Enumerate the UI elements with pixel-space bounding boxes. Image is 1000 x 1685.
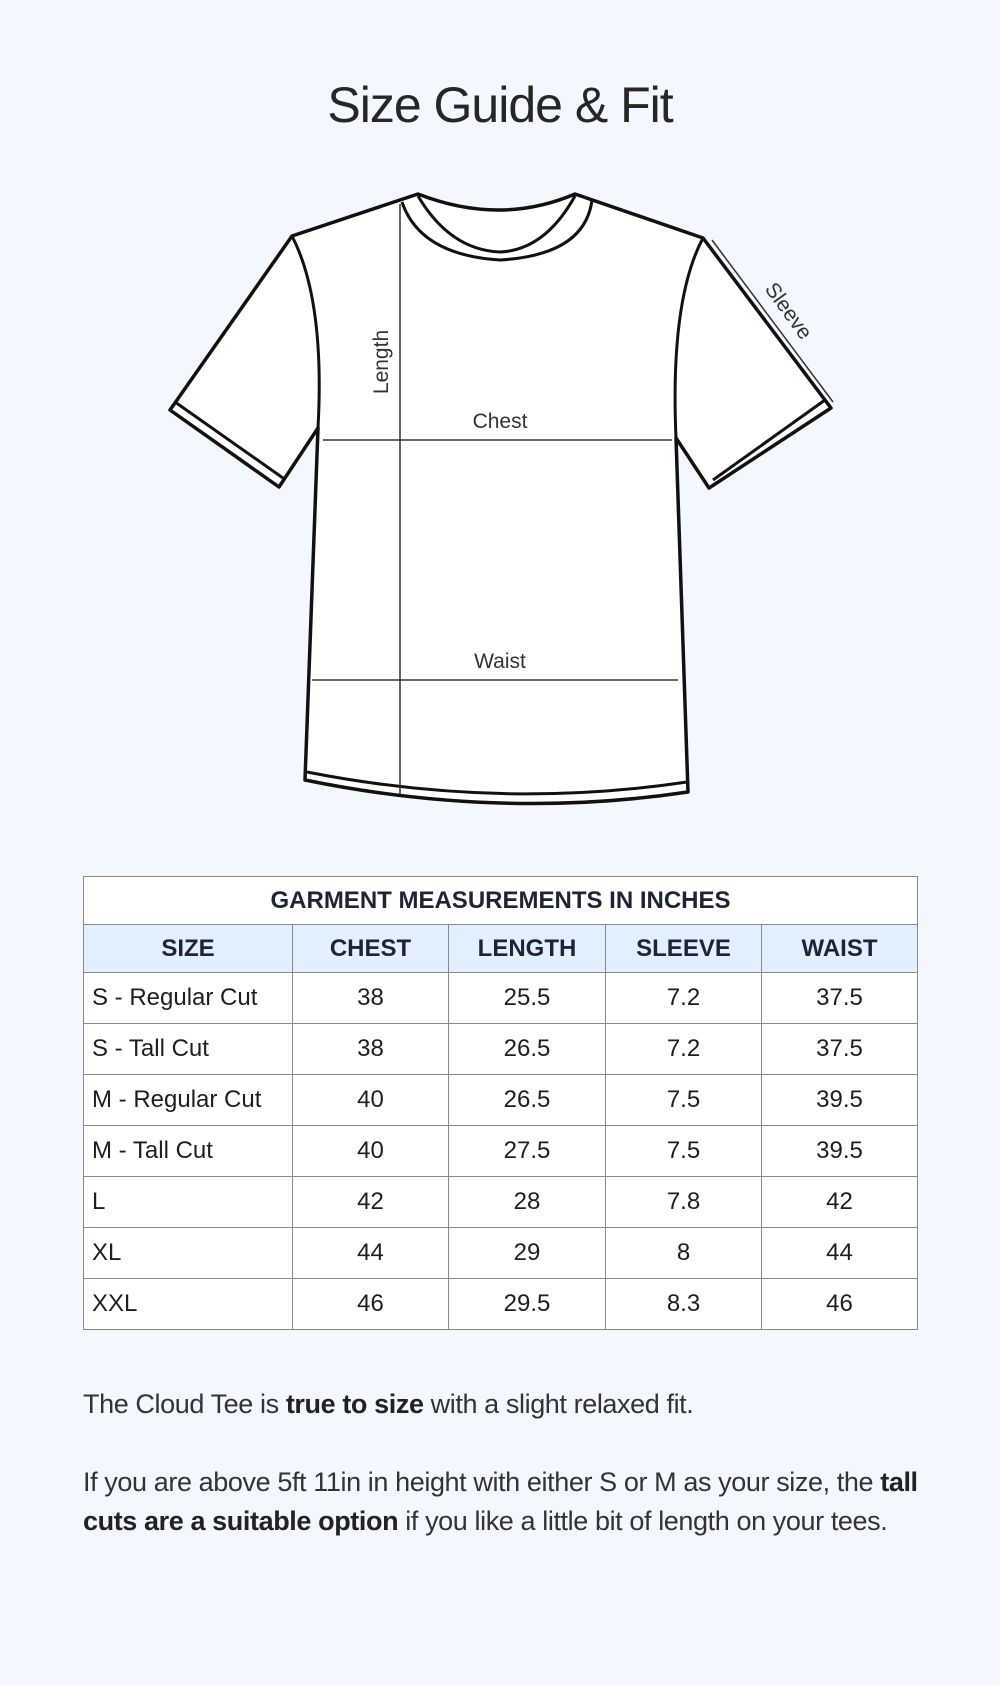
fit-note-2-bold: tall cuts are a suitable option bbox=[83, 1467, 918, 1536]
table-body bbox=[84, 973, 918, 1330]
table-row bbox=[84, 1228, 918, 1279]
table-cell-size: XL bbox=[84, 1228, 293, 1279]
length-label: Length bbox=[370, 329, 393, 395]
table-cell-length: 29 bbox=[449, 1228, 606, 1279]
table-row bbox=[84, 1279, 918, 1330]
chest-label: Chest bbox=[472, 410, 528, 433]
fit-note-2 bbox=[83, 1463, 923, 1541]
table-cell-length: 27.5 bbox=[449, 1126, 606, 1177]
waist-label: Waist bbox=[474, 650, 526, 673]
table-cell-sleeve: 8 bbox=[606, 1228, 762, 1279]
fit-note-2-post: if you like a little bit of length on your tees. bbox=[398, 1506, 888, 1536]
table-row bbox=[84, 1126, 918, 1177]
table-cell-sleeve: 7.5 bbox=[606, 1075, 762, 1126]
table-cell-length: 28 bbox=[449, 1177, 606, 1228]
fit-note-2-pre: If you are above 5ft 11in in height with either S or M as your size, the bbox=[83, 1467, 881, 1497]
table-cell-chest: 46 bbox=[293, 1279, 449, 1330]
column-header-sleeve: SLEEVE bbox=[606, 925, 762, 973]
table-cell-waist: 39.5 bbox=[762, 1075, 918, 1126]
table-cell-waist: 46 bbox=[762, 1279, 918, 1330]
measurements-table bbox=[83, 876, 918, 1330]
fit-note-1-pre: The Cloud Tee is bbox=[83, 1389, 286, 1419]
table-cell-chest: 42 bbox=[293, 1177, 449, 1228]
table-cell-waist: 39.5 bbox=[762, 1126, 918, 1177]
table-cell-waist: 42 bbox=[762, 1177, 918, 1228]
table-cell-chest: 44 bbox=[293, 1228, 449, 1279]
table-cell-waist: 37.5 bbox=[762, 1024, 918, 1075]
measurements-table-wrap bbox=[83, 876, 917, 1330]
table-cell-sleeve: 7.8 bbox=[606, 1177, 762, 1228]
table-cell-sleeve: 7.5 bbox=[606, 1126, 762, 1177]
table-cell-size: L bbox=[84, 1177, 293, 1228]
tshirt-outline bbox=[170, 194, 831, 804]
table-cell-size: S - Regular Cut bbox=[84, 973, 293, 1024]
table-cell-waist: 37.5 bbox=[762, 973, 918, 1024]
tshirt-diagram bbox=[0, 180, 1000, 820]
column-header-waist: WAIST bbox=[762, 925, 918, 973]
table-cell-chest: 40 bbox=[293, 1075, 449, 1126]
table-row bbox=[84, 1075, 918, 1126]
page-title: Size Guide & Fit bbox=[327, 77, 673, 133]
table-cell-length: 25.5 bbox=[449, 973, 606, 1024]
fit-note-1-post: with a slight relaxed fit. bbox=[423, 1389, 694, 1419]
table-header-row bbox=[84, 925, 918, 973]
fit-note-1 bbox=[83, 1385, 923, 1424]
table-cell-chest: 38 bbox=[293, 1024, 449, 1075]
table-row bbox=[84, 1177, 918, 1228]
table-caption-row bbox=[84, 877, 918, 925]
table-cell-length: 29.5 bbox=[449, 1279, 606, 1330]
table-cell-sleeve: 7.2 bbox=[606, 1024, 762, 1075]
sleeve-label: Sleeve bbox=[760, 278, 817, 344]
table-cell-size: S - Tall Cut bbox=[84, 1024, 293, 1075]
table-row bbox=[84, 1024, 918, 1075]
table-cell-size: XXL bbox=[84, 1279, 293, 1330]
fit-notes bbox=[83, 1385, 923, 1580]
column-header-length: LENGTH bbox=[449, 925, 606, 973]
table-cell-sleeve: 7.2 bbox=[606, 973, 762, 1024]
table-cell-chest: 38 bbox=[293, 973, 449, 1024]
column-header-chest: CHEST bbox=[293, 925, 449, 973]
table-caption: GARMENT MEASUREMENTS IN INCHES bbox=[84, 877, 918, 925]
fit-note-1-bold: true to size bbox=[285, 1389, 424, 1419]
table-cell-length: 26.5 bbox=[449, 1024, 606, 1075]
table-cell-size: M - Tall Cut bbox=[84, 1126, 293, 1177]
table-cell-waist: 44 bbox=[762, 1228, 918, 1279]
table-cell-sleeve: 8.3 bbox=[606, 1279, 762, 1330]
column-header-size: SIZE bbox=[84, 925, 293, 973]
table-cell-length: 26.5 bbox=[449, 1075, 606, 1126]
table-row bbox=[84, 973, 918, 1024]
table-cell-chest: 40 bbox=[293, 1126, 449, 1177]
table-cell-size: M - Regular Cut bbox=[84, 1075, 293, 1126]
